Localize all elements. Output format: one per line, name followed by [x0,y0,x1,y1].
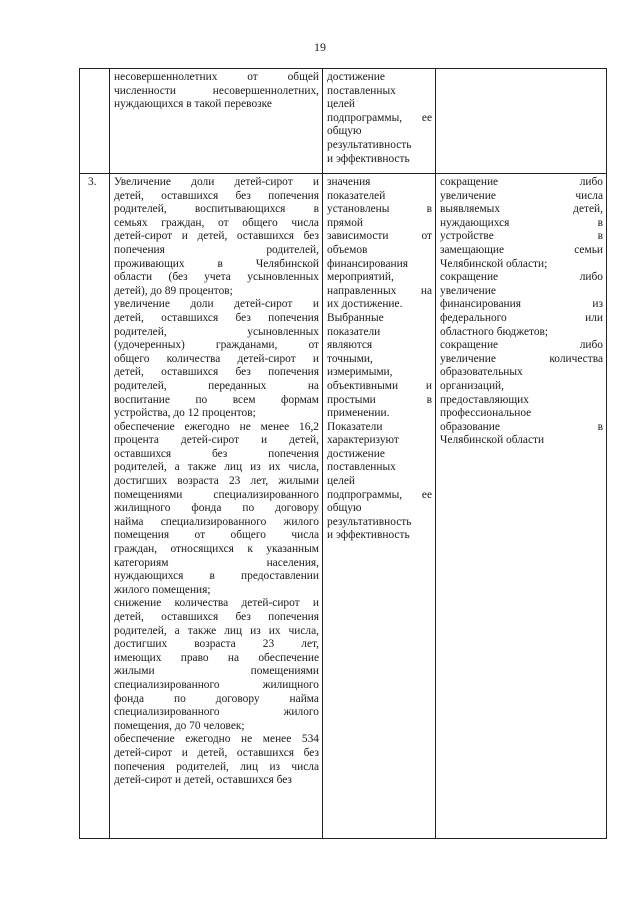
text-line: имеющих право на обеспечение [114,651,319,664]
text-line: детей-сирот и детей, оставшихся без [114,230,319,243]
text-line: результативность [327,138,412,151]
text-line: помещениями специализированного [114,488,319,501]
text-line: значения [327,176,371,188]
text-line: направленных на [327,284,432,297]
text-line: целей [327,475,355,488]
text-line: образование в [440,420,603,433]
text-line: достигших возраста 23 лет, жилыми [114,475,319,488]
text-line: детей-сирот и детей, оставшихся без [114,774,292,787]
text-line: жилого помещения; [114,583,211,596]
text-line: родителей, а также лиц из их числа, [114,461,319,474]
target-indicators-cell [110,174,323,839]
page-number: 19 [314,40,326,54]
text-line: объективными и [327,379,432,392]
text-line: объемов [327,243,368,256]
text-line: достигших возраста 23 лет, [114,638,319,651]
text-line: оставшихся без попечения [114,447,319,460]
risk-factors-cell [436,174,607,839]
text-line: и эффективность [327,529,410,542]
text-line: увеличение доли детей-сирот и [114,298,319,311]
text-line: жилищного фонда по договору [114,502,319,515]
text-line: простыми в [327,393,432,406]
text-line: детей), до 89 процентов; [114,284,233,297]
indicator-justification-cell [323,174,436,839]
text-line: семьях граждан, от общего числа [114,216,319,229]
text-line: Увеличение доли детей-сирот и [114,176,319,188]
text-line: детей, оставшихся без попечения [114,311,319,324]
text-line: точными, [327,352,373,365]
text-line: образовательных [440,366,523,379]
text-line: выявляемых детей, [440,203,603,216]
text-line: областного бюджетов; [440,325,549,338]
text-line: организаций, [440,379,504,392]
text-line: подпрограммы, ее [327,111,432,124]
text-line: детей, оставшихся без попечения [114,611,319,623]
text-line: родителей, переданных на [114,379,319,392]
text-line: увеличение количества [440,352,603,365]
text-line: достижение [327,447,385,460]
text-line: попечения родителей, [114,243,319,256]
text-line: финансирования из [440,298,603,311]
text-line: специализированного жилищного [114,678,319,691]
row-number-cell [80,69,110,174]
text-line: Показатели [327,420,383,433]
text-line: родителей, усыновленных [114,325,319,338]
text-line: Челябинской области [440,434,545,447]
text-line: несовершеннолетних от общей [114,71,319,83]
text-line: нуждающихся в предоставлении [114,570,319,583]
text-line: финансирования [327,257,408,270]
text-line: показатели [327,325,381,338]
text-line: (удочеренных) гражданами, от [114,339,319,352]
risk-factors-cell [436,69,607,174]
text-line: достижение [327,71,385,83]
text-line: устройства, до 12 процентов; [114,407,256,420]
subprogram-indicators-table [79,68,607,839]
text-line: показателей [327,189,386,202]
text-line: помещения, до 70 человек; [114,719,245,732]
text-line: их достижение. [327,298,403,311]
text-line: воспитание по всем формам [114,393,319,406]
text-line: нуждающихся в такой перевозке [114,98,272,111]
text-line: попечения родителей, лиц из числа [114,760,319,773]
text-line: фонда по договору найма [114,692,319,705]
text-line: детей, оставшихся без попечения [114,366,319,379]
text-line: области (без учета усыновленных [114,271,319,284]
text-line: помещения от общего числа [114,529,319,542]
text-line: профессиональное [440,407,532,420]
text-line: установлены в [327,203,432,216]
text-line: Выбранные [327,311,384,324]
text-line: обеспечение ежегодно не менее 16,2 [114,420,319,433]
text-line: общую [327,502,362,515]
text-line: родителей, а также лиц из их числа, [114,624,319,637]
text-line: общего количества детей-сирот и [114,352,319,365]
text-line: процента детей-сирот и детей, [114,434,319,447]
text-line: граждан, относящихся к указанным [114,543,319,556]
text-line: сокращение либо [440,271,603,284]
text-line: устройстве в [440,230,603,243]
text-line: детей-сирот и детей, оставшихся без [114,746,319,759]
text-line: детей, оставшихся без попечения [114,189,319,202]
text-line: результативность [327,515,412,528]
target-indicators-cell [110,69,323,174]
text-line: категориям населения, [114,556,319,569]
text-line: родителей, воспитывающихся в [114,203,319,216]
text-line: зависимости от [327,230,432,243]
text-line: поставленных [327,84,396,97]
indicator-justification-cell [323,69,436,174]
text-line: целей [327,98,355,111]
text-line: сокращение либо [440,339,603,352]
text-line: нуждающихся в [440,216,603,229]
text-line: подпрограммы, ее [327,488,432,501]
text-line: общую [327,125,362,138]
text-line: характеризуют [327,434,399,447]
text-line: замещающие семьи [440,243,603,256]
text-line: снижение количества детей-сирот и [114,597,319,610]
text-line: поставленных [327,461,396,474]
table-row [80,69,607,174]
text-line: сокращение либо [440,176,603,188]
text-line: жилыми помещениями [114,665,319,678]
row-number-cell: 3. [80,174,110,839]
text-line: проживающих в Челябинской [114,257,319,270]
text-line: увеличение числа [440,189,603,202]
text-line: и эффективность [327,152,410,165]
text-line: прямой [327,216,364,229]
text-line: численности несовершеннолетних, [114,84,319,97]
table-row [80,174,607,839]
text-line: специализированного жилого [114,706,319,719]
text-line: Челябинской области; [440,257,548,270]
text-line: федерального или [440,311,603,324]
text-line: предоставляющих [440,393,529,406]
text-line: найма специализированного жилого [114,515,319,528]
text-line: обеспечение ежегодно не менее 534 [114,733,319,746]
text-line: мероприятий, [327,271,394,284]
text-line: увеличение [440,284,496,297]
text-line: измеримыми, [327,366,393,379]
text-line: применении. [327,407,390,420]
text-line: являются [327,339,373,352]
